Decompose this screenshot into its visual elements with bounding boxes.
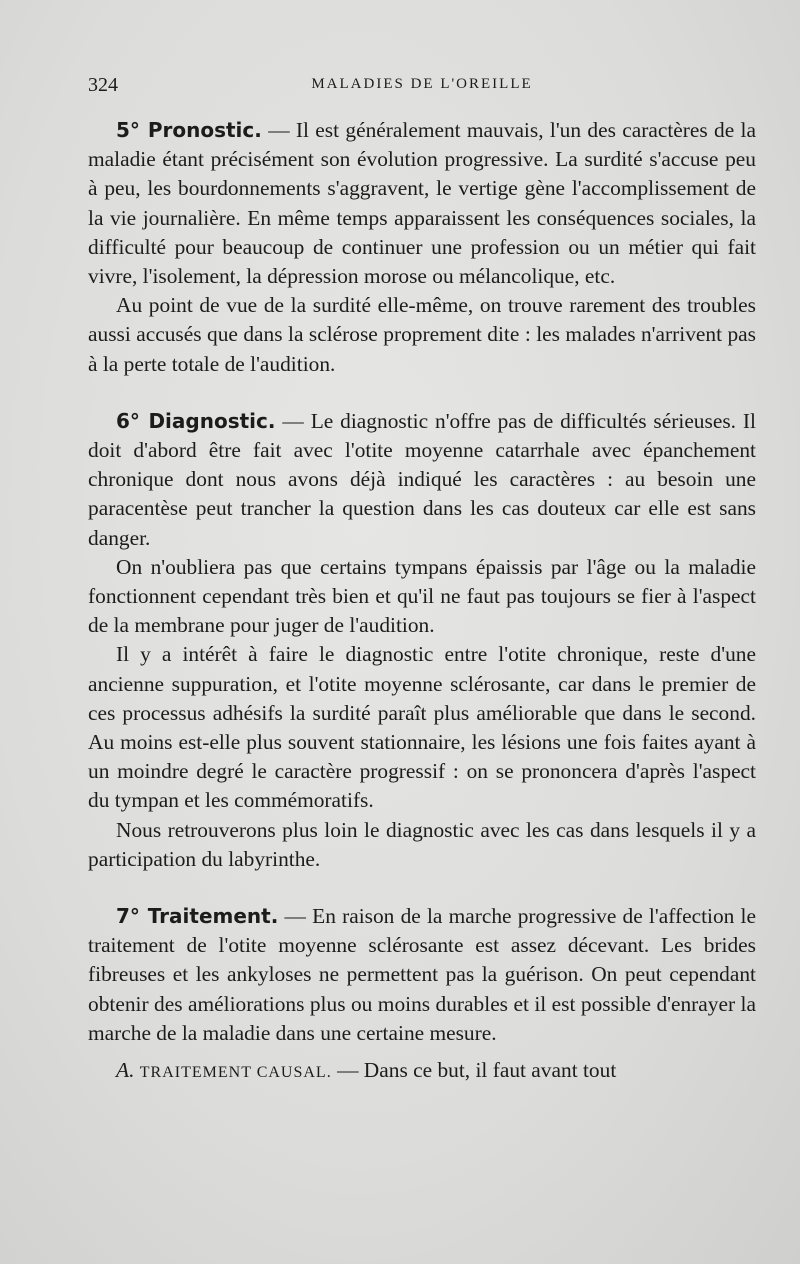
page-body xyxy=(88,116,756,1087)
subsection-text: — Dans ce but, il faut avant tout xyxy=(337,1058,617,1083)
subsection-paragraph xyxy=(88,1056,756,1087)
paragraph-text: — En raison de la marche progressive de l'affection le traitement de l'otite moyenne sclérosante est assez décevant. Les brides fibreuses et les ankyloses ne permettent pas la guérison. On peut cependant obtenir des améliorations plus ou moins durables et il est possible d'enrayer la marche de la maladie dans une certaine mesure. xyxy=(88,904,756,1045)
section-heading: 5° Pronostic. xyxy=(116,118,262,142)
page-number: 324 xyxy=(88,74,118,96)
paragraph: Nous retrouverons plus loin le diagnostic avec les cas dans lesquels il y a participation du labyrinthe. xyxy=(88,817,756,871)
paragraph xyxy=(88,407,756,553)
subsection-title: TRAITEMENT CAUSAL. xyxy=(139,1064,332,1082)
page-header xyxy=(88,74,756,104)
paragraph-text: — Il est généralement mauvais, l'un des caractères de la maladie étant précisément son évolution progressive. La surdité s'accuse peu à peu, les bourdonnements s'aggravent, le vertige gène l'accomplissement de la vie journalière. En même temps apparaissent les conséquences sociales, la difficulté pour beaucoup de continuer une profession ou un métier qui fait vivre, l'isolement, la dépression morose ou mélancolique, etc. xyxy=(88,118,756,289)
section-heading: 6° Diagnostic. xyxy=(116,408,276,433)
running-title: MALADIES DE L'OREILLE xyxy=(311,76,533,92)
section-diagnostic xyxy=(88,407,756,874)
paragraph-text: — Le diagnostic n'offre pas de difficultés sérieuses. Il doit d'abord être fait avec l'otite moyenne catarrhale avec épanchement chronique dont nous avons déjà indiqué les caractères : au besoin une paracentèse peut trancher la question dans les cas douteux car elle est sans danger. xyxy=(88,408,756,550)
paragraph: On n'oubliera pas que certains tympans épaissis par l'âge ou la maladie fonctionnent cependant très bien et qu'il ne faut pas toujours se fier à l'aspect de la membrane pour juger de l'audition. xyxy=(88,554,756,638)
paragraph xyxy=(88,902,756,1048)
section-traitement xyxy=(88,902,756,1048)
paragraph: Il y a intérêt à faire le diagnostic entre l'otite chronique, reste d'une ancienne suppuration, et l'otite moyenne sclérosante, car dans le premier de ces processus adhésifs la surdité paraît plus améliorable que dans le second. Au moins est-elle plus souvent stationnaire, les lésions une fois faites ayant à un moindre degré le caractère progressif : on se prononcera d'après l'aspect du tympan et les commémoratifs. xyxy=(88,642,756,813)
subsection-letter: A. xyxy=(116,1058,135,1083)
section-pronostic xyxy=(88,116,756,379)
paragraph xyxy=(88,116,756,291)
paragraph: Au point de vue de la surdité elle-même, on trouve rarement des troubles aussi accusés que dans la sclérose proprement dite : les malades n'arrivent pas à la perte totale de l'audition. xyxy=(88,293,756,376)
section-heading: 7° Traitement. xyxy=(116,904,279,929)
